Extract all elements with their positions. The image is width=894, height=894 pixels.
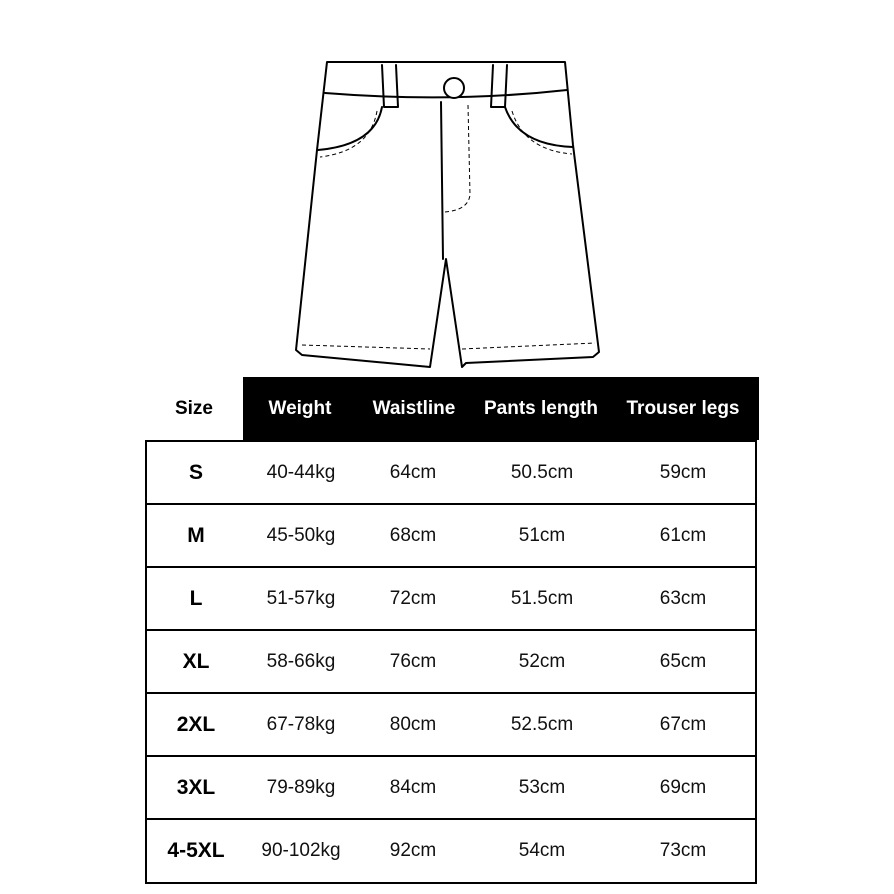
pants-length-cell: 54cm — [518, 839, 566, 861]
pants-length-cell: 50.5cm — [510, 461, 574, 483]
size-chart-table — [145, 377, 759, 862]
pants-length-cell: 53cm — [518, 776, 566, 798]
header-weight: Weight — [268, 397, 332, 419]
pants-length-cell: 52cm — [518, 650, 566, 672]
table-row — [147, 442, 757, 505]
trouser-legs-cell: 63cm — [659, 587, 707, 609]
pants-length-cell: 51cm — [518, 524, 566, 546]
trouser-legs-cell: 65cm — [659, 650, 707, 672]
trouser-legs-cell: 59cm — [659, 461, 707, 483]
pants-length-cell: 51.5cm — [510, 587, 574, 609]
table-row — [147, 755, 757, 818]
size-cell: M — [187, 523, 205, 547]
table-row — [147, 503, 757, 566]
shorts-illustration — [290, 55, 610, 375]
weight-cell: 58-66kg — [266, 650, 336, 672]
trouser-legs-cell: 69cm — [659, 776, 707, 798]
waistline-cell: 76cm — [389, 650, 437, 672]
weight-cell: 67-78kg — [266, 713, 336, 735]
weight-cell: 40-44kg — [266, 461, 336, 483]
size-cell: 4-5XL — [167, 838, 225, 862]
size-cell: 3XL — [176, 775, 216, 799]
table-row — [147, 566, 757, 629]
trouser-legs-cell: 61cm — [659, 524, 707, 546]
header-trouser-legs: Trouser legs — [626, 397, 740, 419]
waistline-cell: 64cm — [389, 461, 437, 483]
size-cell: L — [189, 586, 203, 610]
header-waistline: Waistline — [372, 397, 456, 419]
table-row — [147, 818, 757, 881]
size-cell: 2XL — [176, 712, 216, 736]
table-body — [145, 440, 757, 884]
trouser-legs-cell: 73cm — [659, 839, 707, 861]
trouser-legs-cell: 67cm — [659, 713, 707, 735]
waistline-cell: 72cm — [389, 587, 437, 609]
header-pants-length: Pants length — [483, 397, 598, 419]
header-size: Size — [174, 397, 214, 419]
table-header-row — [145, 377, 759, 440]
weight-cell: 51-57kg — [266, 587, 336, 609]
weight-cell: 79-89kg — [266, 776, 336, 798]
size-cell: XL — [182, 649, 210, 673]
table-row — [147, 629, 757, 692]
waistline-cell: 84cm — [389, 776, 437, 798]
waistline-cell: 68cm — [389, 524, 437, 546]
weight-cell: 90-102kg — [261, 839, 341, 861]
waistline-cell: 80cm — [389, 713, 437, 735]
pants-length-cell: 52.5cm — [510, 713, 574, 735]
waistline-cell: 92cm — [389, 839, 437, 861]
size-cell: S — [188, 460, 203, 484]
button-icon — [444, 78, 464, 98]
table-row — [147, 692, 757, 755]
weight-cell: 45-50kg — [266, 524, 336, 546]
